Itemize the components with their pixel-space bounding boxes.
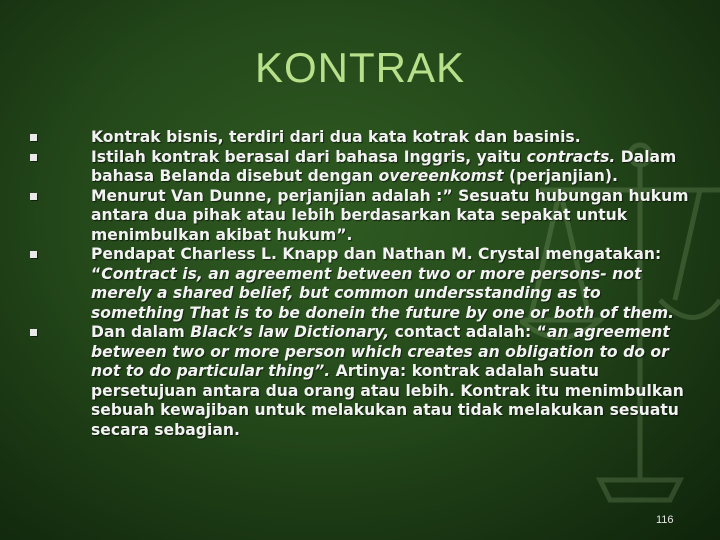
item-text: Artinya: kontrak adalah suatu persetujuan antara dua orang atau lebih. Kontrak itu menimbulkan sebuah kewajiban untuk melakukan atau tidak melakukan sesuatu secara sebagian.: [91, 362, 684, 439]
item-text: Menurut Van Dunne, perjanjian adalah :” Sesuatu hubungan hukum antara dua pihak atau lebih berdasarkan kata sepakat untuk menimbulkan akibat hukum”.: [91, 186, 689, 244]
item-term: overeenkomst: [378, 167, 504, 185]
item-text: Dan dalam: [91, 323, 191, 341]
list-item: [30, 128, 690, 148]
bullet-icon: [30, 329, 37, 336]
list-item: [30, 187, 690, 246]
item-term: Black’s law Dictionary,: [190, 323, 390, 341]
list-item: [30, 323, 690, 440]
slide-title: KONTRAK: [254, 44, 466, 91]
item-text: Dalam bahasa Belanda disebut dengan: [91, 147, 677, 185]
item-text: (perjanjian).: [503, 167, 618, 185]
list-item: [30, 148, 690, 187]
item-quote: Contract is, an agreement between two or more persons- not merely a shared belief, but common undersstanding as to something That is to be donein the future by one or both of them.: [91, 264, 674, 322]
item-term: contracts.: [526, 147, 616, 166]
bullet-icon: [30, 154, 37, 161]
item-quote: an agreement between two or more person which creates an obligation to do or not to do particular thing”.: [91, 323, 670, 380]
bullet-icon: [30, 134, 37, 141]
item-text: contact adalah: “: [389, 323, 547, 341]
page-number: 116: [656, 514, 674, 526]
list-item: [30, 245, 690, 323]
slide-body: [30, 128, 690, 440]
item-text: Kontrak bisnis, terdiri dari dua kata kotrak dan basinis.: [91, 128, 581, 146]
item-text: Pendapat Charless L. Knapp dan Nathan M. Crystal mengatakan: “: [91, 245, 662, 283]
bullet-icon: [30, 193, 37, 200]
item-text: Istilah kontrak berasal dari bahasa Inggris, yaitu: [91, 147, 527, 166]
bullet-icon: [30, 251, 37, 258]
